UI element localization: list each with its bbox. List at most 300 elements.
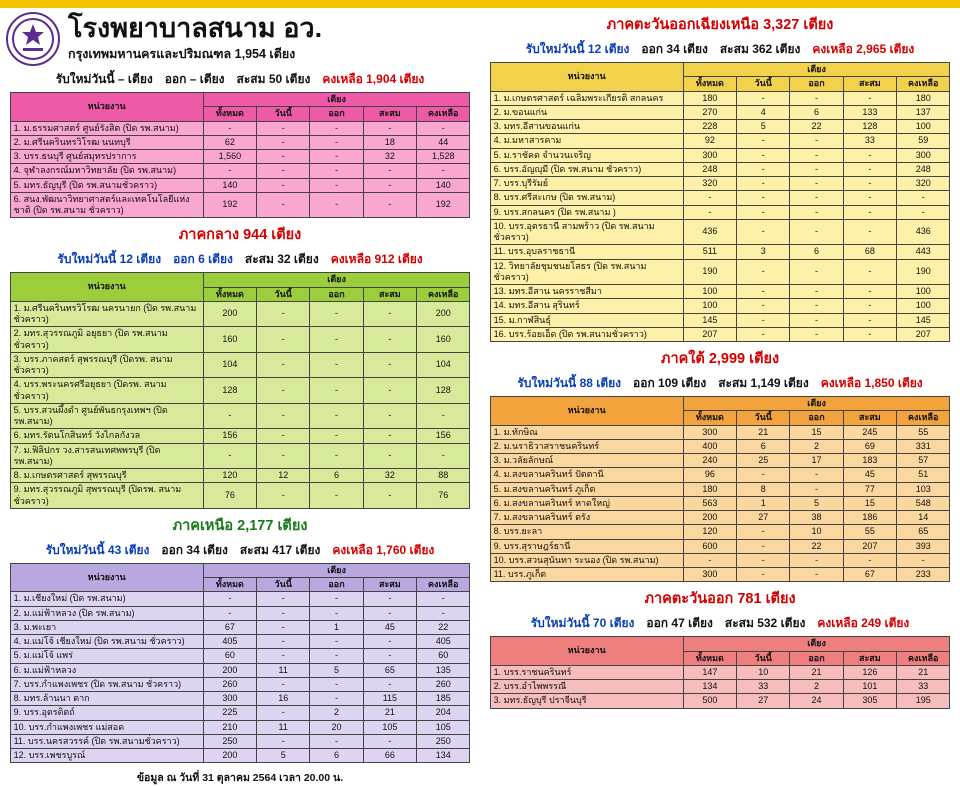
cell-department: 2. มทร.สุวรรณภูมิ อยุธยา (ปิด รพ.สนามชั่วคราว) — [10, 327, 203, 353]
cell-today: - — [257, 352, 310, 378]
summary-item: สะสม 417 เตียง — [239, 542, 321, 557]
cell-left: 405 — [417, 635, 470, 649]
table-row — [490, 439, 950, 453]
cell-today: 11 — [257, 663, 310, 677]
table-row — [10, 663, 470, 677]
cell-total: 145 — [683, 313, 736, 327]
cell-cum: 32 — [363, 469, 416, 483]
cell-department: 12. วิทยาลัยชุมชนยโสธร (ปิด รพ.สนาม ชั่วคราว) — [490, 259, 683, 285]
cell-total: 104 — [203, 352, 256, 378]
table-row — [10, 606, 470, 620]
cell-department: 3. บรร.ภาคสตร์ สุพรรณบุรี (ปิดรพ. สนาม ชั่วคราว) — [10, 352, 203, 378]
cell-total: 228 — [683, 120, 736, 134]
cell-left: - — [417, 403, 470, 429]
cell-total: 500 — [683, 694, 736, 708]
cell-cum: - — [363, 378, 416, 404]
cell-department: 6. มทร.รัตนโกสินทร์ วังไกลกังวล — [10, 429, 203, 443]
col-remaining: คงเหลือ — [897, 77, 950, 91]
cell-left: 200 — [417, 301, 470, 327]
cell-out: 21 — [790, 665, 843, 679]
cell-today: 16 — [257, 692, 310, 706]
cell-department: 2. ม.ศรีนครินทรวิโรฒ นนทบุรี — [10, 135, 203, 149]
table-row — [10, 327, 470, 353]
region-section-central — [0, 223, 480, 509]
table-row — [10, 403, 470, 429]
table-row — [10, 443, 470, 469]
table-row — [10, 429, 470, 443]
cell-cum: 133 — [843, 105, 896, 119]
cell-left: 436 — [897, 219, 950, 245]
cell-department: 1. บรร.ราชนครินทร์ — [490, 665, 683, 679]
summary-item: ออก 47 เตียง — [646, 616, 713, 631]
cell-left: 65 — [897, 525, 950, 539]
cell-out: 15 — [790, 425, 843, 439]
cell-total: 180 — [683, 91, 736, 105]
cell-department: 1. ม.ทักษิณ — [490, 425, 683, 439]
cell-total: - — [203, 606, 256, 620]
cell-today: 1 — [737, 496, 790, 510]
summary-item: คงเหลือ 1,850 เตียง — [820, 376, 923, 390]
cell-total: 92 — [683, 134, 736, 148]
summary-item: รับใหม่วันนี้ 88 เตียง — [517, 376, 622, 390]
table-row — [490, 105, 950, 119]
cell-today: 11 — [257, 720, 310, 734]
cell-total: - — [683, 205, 736, 219]
cell-department: 2. บรร.อำไพพรรณี — [490, 680, 683, 694]
region-table — [490, 636, 951, 708]
table-row — [10, 301, 470, 327]
cell-out: 20 — [310, 720, 363, 734]
cell-total: 300 — [203, 692, 256, 706]
cell-total: 67 — [203, 620, 256, 634]
cell-today: - — [737, 313, 790, 327]
cell-department: 13. มทร.อีสาน นครราชสีมา — [490, 285, 683, 299]
cell-today: - — [737, 327, 790, 341]
cell-today: 27 — [737, 511, 790, 525]
cell-out: - — [310, 403, 363, 429]
col-total: ทั้งหมด — [683, 77, 736, 91]
cell-cum: 15 — [843, 496, 896, 510]
cell-out: - — [310, 150, 363, 164]
cell-total: 76 — [203, 483, 256, 509]
col-department: หน่วยงาน — [10, 273, 203, 302]
table-row — [490, 299, 950, 313]
cell-left: 135 — [417, 663, 470, 677]
cell-department: 7. บรร.กำแพงเพชร (ปิด รพ.สนาม ชั่วคราว) — [10, 677, 203, 691]
cell-today: 5 — [257, 749, 310, 763]
col-bed-group: เตียง — [683, 397, 950, 411]
cell-today: - — [737, 525, 790, 539]
left-column — [0, 8, 480, 785]
table-row — [10, 592, 470, 606]
table-row — [10, 720, 470, 734]
cell-cum: - — [363, 121, 416, 135]
summary-item: คงเหลือ 2,965 เตียง — [812, 42, 915, 56]
cell-department: 3. ม.วลัยลักษณ์ — [490, 454, 683, 468]
cell-today: - — [737, 191, 790, 205]
cell-out: 22 — [790, 539, 843, 553]
cell-left: 33 — [897, 680, 950, 694]
cell-today: - — [257, 443, 310, 469]
cell-out: 10 — [790, 525, 843, 539]
cell-total: 300 — [683, 568, 736, 582]
cell-left: - — [897, 553, 950, 567]
summary-item: ออก 34 เตียง — [161, 542, 228, 557]
table-row — [490, 148, 950, 162]
table-row — [10, 178, 470, 192]
table-row — [10, 352, 470, 378]
cell-left: 156 — [417, 429, 470, 443]
region-section-bangkok — [0, 70, 480, 218]
cell-department: 5. ม.สงขลานครินทร์ ภูเก็ต — [490, 482, 683, 496]
region-table — [490, 62, 951, 342]
cell-cum: 126 — [843, 665, 896, 679]
cell-department: 15. ม.กาฬสินธุ์ — [490, 313, 683, 327]
col-total: ทั้งหมด — [203, 578, 256, 592]
summary-item: สะสม 32 เตียง — [244, 252, 319, 267]
cell-total: 400 — [683, 439, 736, 453]
cell-out: - — [790, 191, 843, 205]
cell-total: 156 — [203, 429, 256, 443]
table-row — [490, 468, 950, 482]
cell-total: 207 — [683, 327, 736, 341]
cell-left: 185 — [417, 692, 470, 706]
cell-cum: 128 — [843, 120, 896, 134]
cell-today: - — [257, 649, 310, 663]
cell-cum: 55 — [843, 525, 896, 539]
table-row — [490, 539, 950, 553]
cell-department: 3. บรร.ธนบุรี ศูนย์สมุทรปราการ — [10, 150, 203, 164]
cell-out: - — [790, 285, 843, 299]
region-table — [10, 563, 471, 764]
cell-department: 4. บรร.พระนครศรีอยุธยา (ปิดรพ. สนาม ชั่วคราว) — [10, 378, 203, 404]
cell-left: 190 — [897, 259, 950, 285]
cell-out: 2 — [790, 439, 843, 453]
cell-cum: - — [363, 403, 416, 429]
cell-left: 100 — [897, 285, 950, 299]
cell-cum: - — [363, 352, 416, 378]
cell-department: 6. ม.สงขลานครินทร์ หาดใหญ่ — [490, 496, 683, 510]
summary-item: รับใหม่วันนี้ 43 เตียง — [45, 542, 150, 557]
cell-out: - — [310, 352, 363, 378]
cell-today: - — [737, 553, 790, 567]
table-header-row — [490, 397, 950, 411]
cell-total: 134 — [683, 680, 736, 694]
cell-out: - — [790, 177, 843, 191]
cell-out: - — [790, 468, 843, 482]
cell-total: 240 — [683, 454, 736, 468]
cell-cum: - — [363, 734, 416, 748]
cell-out: - — [310, 635, 363, 649]
cell-left: 44 — [417, 135, 470, 149]
cell-today: - — [257, 327, 310, 353]
summary-item: รับใหม่วันนี้ 12 เตียง — [525, 42, 630, 56]
cell-out: - — [790, 148, 843, 162]
table-row — [490, 219, 950, 245]
region-summary — [0, 70, 480, 89]
cell-cum: 115 — [363, 692, 416, 706]
cell-department: 3. มทร.อีสานขอนแก่น — [490, 120, 683, 134]
cell-left: 548 — [897, 496, 950, 510]
cell-cum: 32 — [363, 150, 416, 164]
table-row — [10, 677, 470, 691]
summary-item: รับใหม่วันนี้ 70 เตียง — [530, 616, 635, 631]
table-row — [490, 482, 950, 496]
cell-cum: 101 — [843, 680, 896, 694]
cell-total: 300 — [683, 425, 736, 439]
cell-cum: - — [363, 178, 416, 192]
summary-item: สะสม 532 เตียง — [724, 616, 806, 631]
cell-today: - — [737, 259, 790, 285]
cell-department: 2. ม.ขอนแก่น — [490, 105, 683, 119]
cell-total: - — [683, 191, 736, 205]
cell-left: 103 — [897, 482, 950, 496]
cell-left: 55 — [897, 425, 950, 439]
cell-out: - — [310, 677, 363, 691]
cell-cum: - — [363, 635, 416, 649]
cell-left: 195 — [897, 694, 950, 708]
cell-today: - — [257, 121, 310, 135]
cell-department: 1. ม.เกษตรศาสตร์ เฉลิมพระเกียรติ สกลนคร — [490, 91, 683, 105]
col-remaining: คงเหลือ — [417, 107, 470, 121]
col-department: หน่วยงาน — [490, 637, 683, 666]
col-today: วันนี้ — [257, 107, 310, 121]
cell-total: 436 — [683, 219, 736, 245]
cell-cum: - — [843, 327, 896, 341]
cell-cum: 65 — [363, 663, 416, 677]
cell-today: - — [257, 178, 310, 192]
region-heading: ภาคเหนือ 2,177 เตียง — [172, 517, 308, 534]
col-department: หน่วยงาน — [490, 397, 683, 426]
cell-department: 10. บรร.กำแพงเพชร แม่สอด — [10, 720, 203, 734]
cell-department: 9. บรร.สุราษฎร์ธานี — [490, 539, 683, 553]
cell-total: 140 — [203, 178, 256, 192]
cell-left: - — [897, 205, 950, 219]
cell-out: 24 — [790, 694, 843, 708]
cell-left: 128 — [417, 378, 470, 404]
cell-left: 207 — [897, 327, 950, 341]
cell-today: - — [737, 285, 790, 299]
cell-department: 7. ม.สงขลานครินทร์ ตรัง — [490, 511, 683, 525]
cell-out: - — [790, 553, 843, 567]
cell-today: - — [257, 635, 310, 649]
cell-out: 5 — [790, 496, 843, 510]
cell-department: 11. บรร.นครสวรรค์ (ปิด รพ.สนามชั่วคราว) — [10, 734, 203, 748]
cell-cum: - — [843, 299, 896, 313]
cell-today: 21 — [737, 425, 790, 439]
cell-total: 320 — [683, 177, 736, 191]
cell-left: - — [417, 121, 470, 135]
cell-out: 5 — [310, 663, 363, 677]
col-remaining: คงเหลือ — [417, 578, 470, 592]
cell-total: 563 — [683, 496, 736, 510]
cell-cum: - — [843, 553, 896, 567]
col-cumulative: สะสม — [843, 651, 896, 665]
table-row — [490, 665, 950, 679]
cell-out: - — [790, 482, 843, 496]
col-cumulative: สะสม — [843, 77, 896, 91]
cell-left: - — [897, 191, 950, 205]
cell-department: 2. ม.นราธิวาสราชนครินทร์ — [490, 439, 683, 453]
cell-today: 27 — [737, 694, 790, 708]
summary-item: สะสม 362 เตียง — [719, 42, 801, 56]
cell-today: 3 — [737, 245, 790, 259]
table-row — [490, 134, 950, 148]
cell-total: - — [683, 553, 736, 567]
cell-cum: - — [843, 205, 896, 219]
cell-out: 6 — [310, 749, 363, 763]
cell-today: - — [737, 568, 790, 582]
cell-left: 59 — [897, 134, 950, 148]
cell-cum: - — [843, 148, 896, 162]
cell-cum: - — [843, 191, 896, 205]
col-out: ออก — [790, 651, 843, 665]
table-row — [10, 706, 470, 720]
summary-item: คงเหลือ 912 เตียง — [330, 252, 423, 267]
col-out: ออก — [790, 411, 843, 425]
cell-out: 22 — [790, 120, 843, 134]
cell-cum: - — [363, 192, 416, 218]
cell-today: 10 — [737, 665, 790, 679]
cell-today: 8 — [737, 482, 790, 496]
cell-today: - — [257, 301, 310, 327]
cell-total: 248 — [683, 162, 736, 176]
cell-total: 120 — [203, 469, 256, 483]
cell-department: 4. ม.แม่โจ้ เชียงใหม่ (ปิด รพ.สนาม ชั่วคราว) — [10, 635, 203, 649]
cell-today: - — [257, 592, 310, 606]
cell-cum: 18 — [363, 135, 416, 149]
region-section-east — [480, 587, 960, 708]
col-bed-group: เตียง — [683, 63, 950, 77]
table-row — [490, 191, 950, 205]
table-row — [490, 680, 950, 694]
col-bed-group: เตียง — [203, 273, 470, 287]
region-heading: ภาคกลาง 944 เตียง — [178, 227, 302, 244]
cell-department: 7. ม.ฟิลิปกร วง.สารสนเทศพพรบุรี (ปิด รพ.สนาม) — [10, 443, 203, 469]
cell-cum: 69 — [843, 439, 896, 453]
table-row — [490, 91, 950, 105]
cell-cum: - — [363, 483, 416, 509]
cell-total: 300 — [683, 148, 736, 162]
summary-item: รับใหม่วันนี้ 12 เตียง — [57, 252, 162, 267]
cell-left: 250 — [417, 734, 470, 748]
cell-cum: 305 — [843, 694, 896, 708]
cell-cum: 45 — [843, 468, 896, 482]
cell-department: 5. ม.ราชัคด จำนวนเจริญ — [490, 148, 683, 162]
region-heading: ภาคใต้ 2,999 เตียง — [660, 351, 780, 367]
col-today: วันนี้ — [257, 287, 310, 301]
cell-left: 192 — [417, 192, 470, 218]
region-heading: ภาคตะวันออก 781 เตียง — [644, 591, 796, 608]
cell-out: - — [310, 649, 363, 663]
cell-left: - — [417, 443, 470, 469]
cell-today: - — [257, 403, 310, 429]
table-row — [10, 469, 470, 483]
cell-total: 147 — [683, 665, 736, 679]
table-row — [490, 496, 950, 510]
cell-today: 25 — [737, 454, 790, 468]
col-department: หน่วยงาน — [10, 563, 203, 592]
cell-out: - — [310, 121, 363, 135]
cell-out: - — [790, 568, 843, 582]
col-total: ทั้งหมด — [683, 411, 736, 425]
cell-department: 11. บรร.อุบลราชธานี — [490, 245, 683, 259]
cell-today: - — [257, 135, 310, 149]
cell-cum: 245 — [843, 425, 896, 439]
cell-today: 12 — [257, 469, 310, 483]
cell-left: 393 — [897, 539, 950, 553]
table-row — [490, 525, 950, 539]
col-remaining: คงเหลือ — [897, 411, 950, 425]
summary-item: คงเหลือ 1,904 เตียง — [322, 72, 425, 86]
cell-today: 5 — [737, 120, 790, 134]
cell-total: - — [203, 403, 256, 429]
col-out: ออก — [790, 77, 843, 91]
table-row — [490, 454, 950, 468]
table-row — [490, 177, 950, 191]
cell-left: 260 — [417, 677, 470, 691]
cell-left: 140 — [417, 178, 470, 192]
cell-cum: 186 — [843, 511, 896, 525]
cell-out: - — [790, 219, 843, 245]
cell-today: - — [737, 299, 790, 313]
cell-cum: 67 — [843, 568, 896, 582]
cell-out: - — [790, 205, 843, 219]
cell-cum: - — [363, 164, 416, 178]
cell-total: 96 — [683, 468, 736, 482]
col-today: วันนี้ — [737, 651, 790, 665]
cell-cum: - — [843, 91, 896, 105]
cell-department: 9. มทร.สุวรรณภูมิ สุพรรณบุรี (ปิดรพ. สนาม ชั่วคราว) — [10, 483, 203, 509]
table-header-row — [10, 273, 470, 287]
cell-out: - — [310, 301, 363, 327]
cell-department: 3. ม.พะเยา — [10, 620, 203, 634]
region-summary — [480, 40, 960, 59]
table-row — [490, 694, 950, 708]
summary-item: ออก 109 เตียง — [633, 376, 707, 390]
cell-left: 88 — [417, 469, 470, 483]
cell-department: 6. บรร.อัญญุมี (ปิด รพ.สนาม ชั่วคราว) — [490, 162, 683, 176]
cell-total: 192 — [203, 192, 256, 218]
cell-out: - — [310, 192, 363, 218]
cell-out: 6 — [790, 245, 843, 259]
cell-cum: - — [363, 443, 416, 469]
table-row — [10, 378, 470, 404]
cell-today: - — [257, 620, 310, 634]
cell-cum: - — [363, 429, 416, 443]
cell-department: 5. บรร.สวนผึ้งดำ ศูนย์พันธกรุงเทพฯ (ปิด รพ.สนาม) — [10, 403, 203, 429]
col-total: ทั้งหมด — [683, 651, 736, 665]
region-summary — [0, 541, 480, 560]
cell-today: - — [257, 706, 310, 720]
cell-left: 137 — [897, 105, 950, 119]
cell-out: - — [310, 135, 363, 149]
cell-today: - — [737, 91, 790, 105]
cell-today: - — [257, 734, 310, 748]
cell-department: 4. ม.มหาสารคาม — [490, 134, 683, 148]
col-cumulative: สะสม — [363, 107, 416, 121]
cell-out: - — [310, 378, 363, 404]
page-subtitle: กรุงเทพมหานครและปริมณฑล 1,954 เตียง — [68, 47, 296, 62]
cell-department: 10. บรร.อุตรธานี สามพร้าว (ปิด รพ.สนาม ชั่วคราว) — [490, 219, 683, 245]
table-row — [10, 734, 470, 748]
cell-left: 320 — [897, 177, 950, 191]
cell-total: 600 — [683, 539, 736, 553]
table-row — [490, 162, 950, 176]
cell-left: 57 — [897, 454, 950, 468]
cell-cum: - — [363, 301, 416, 327]
col-remaining: คงเหลือ — [417, 287, 470, 301]
